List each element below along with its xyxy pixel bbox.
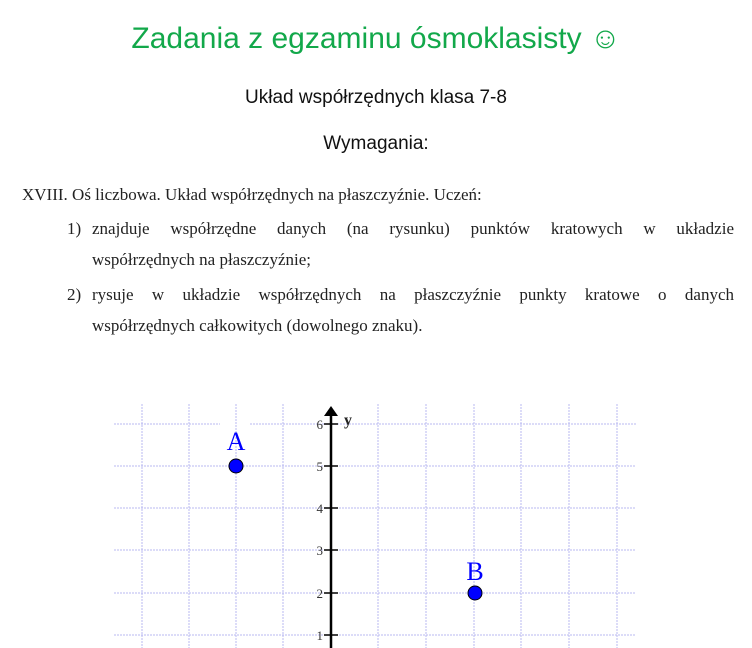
- page-subtitle: Układ współrzędnych klasa 7-8: [245, 87, 507, 108]
- y-tick-label: 2: [316, 586, 323, 601]
- item-text-line1: rysuje w układzie współrzędnych na płaszczyźnie punkty kratowe o danych: [92, 285, 734, 304]
- y-tick-label: 6: [316, 417, 323, 432]
- coordinate-plane: [0, 395, 752, 648]
- point-b: [466, 557, 483, 600]
- y-tick-label: 1: [316, 628, 323, 643]
- requirements-heading: Wymagania:: [323, 133, 429, 154]
- item-number: 1): [67, 219, 82, 238]
- requirements-section: XVIII. Oś liczbowa. Układ współrzędnych na płaszczyźnie. Uczeń:: [22, 185, 482, 204]
- y-axis-arrow-icon: [324, 406, 338, 416]
- item-text-line2: współrzędnych całkowitych (dowolnego znaku).: [92, 316, 423, 335]
- y-tick-label: 4: [316, 501, 323, 516]
- y-tick-label: 5: [316, 459, 323, 474]
- point-label: B: [466, 557, 484, 586]
- point-a: [227, 427, 246, 473]
- grid: [114, 404, 636, 648]
- item-text-line1: znajduje współrzędne danych (na rysunku) punktów kratowych w układzie: [92, 219, 734, 238]
- item-number: 2): [67, 285, 82, 304]
- y-axis-label: y: [344, 412, 352, 429]
- item-text-line2: współrzędnych na płaszczyźnie;: [92, 250, 312, 269]
- y-tick-label: 3: [316, 543, 323, 558]
- page-title: Zadania z egzaminu ósmoklasisty ☺: [131, 22, 621, 55]
- point-label: A: [226, 427, 246, 456]
